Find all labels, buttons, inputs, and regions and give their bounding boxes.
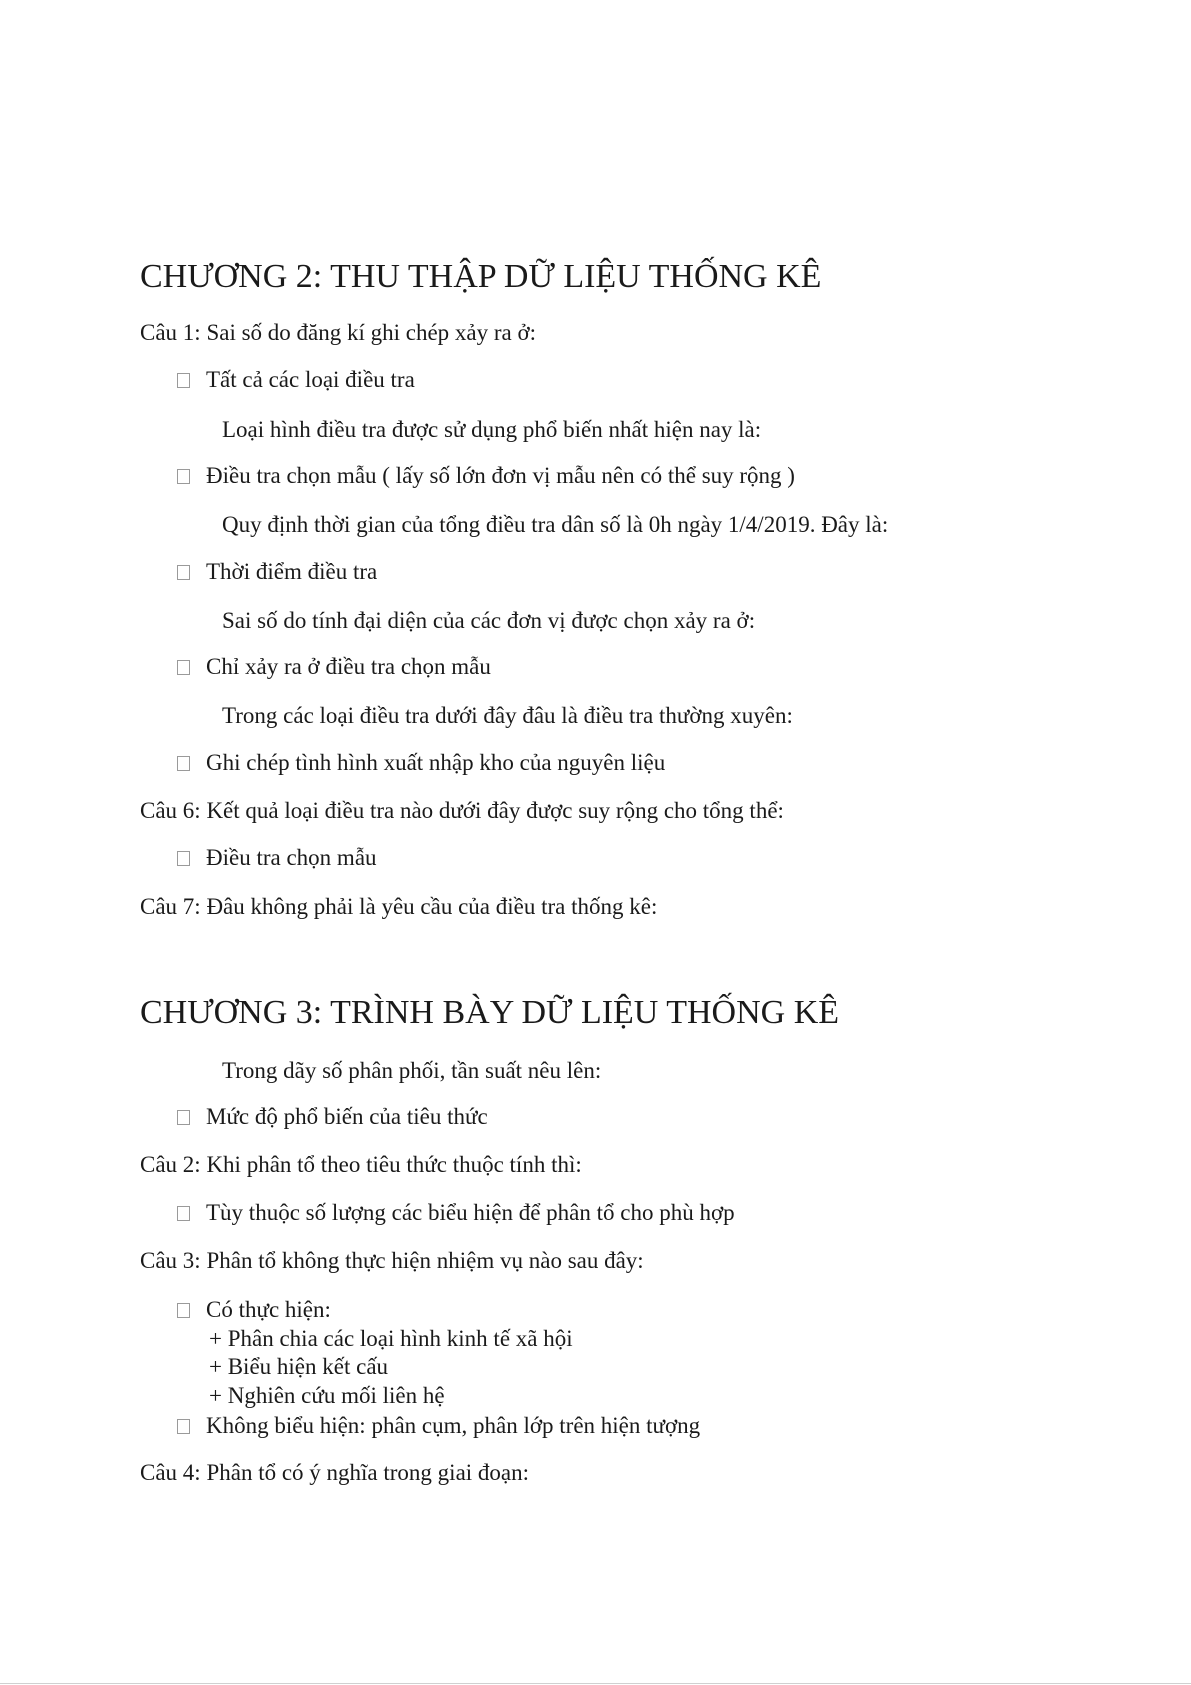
ch2-question-3: Quy định thời gian của tổng điều tra dân số là 0h ngày 1/4/2019. Đây là:: [222, 512, 889, 537]
ch3-answer-3b: Không biểu hiện: phân cụm, phân lớp trên hiện tượng: [177, 1413, 700, 1439]
ch2-question-6: Câu 6: Kết quả loại điều tra nào dưới đây được suy rộng cho tổng thể:: [140, 798, 784, 823]
ch2-answer-1: Tất cả các loại điều tra: [177, 367, 415, 393]
ch2-question-2: Loại hình điều tra được sử dụng phổ biến nhất hiện nay là:: [222, 417, 762, 442]
ch2-answer-6: Điều tra chọn mẫu: [177, 845, 377, 871]
ch3-answer-3a-item: + Biểu hiện kết cấu: [209, 1354, 389, 1379]
checkbox-icon: [177, 1206, 190, 1221]
ch2-answer-5: Ghi chép tình hình xuất nhập kho của nguyên liệu: [177, 750, 665, 776]
checkbox-icon: [177, 1303, 190, 1318]
ch2-question-7: Câu 7: Đâu không phải là yêu cầu của điều tra thống kê:: [140, 894, 658, 919]
ch3-question-1: Trong dãy số phân phối, tần suất nêu lên:: [222, 1058, 602, 1083]
ch2-question-5: Trong các loại điều tra dưới đây đâu là điều tra thường xuyên:: [222, 703, 793, 728]
ch3-answer-3a: Có thực hiện:: [177, 1297, 331, 1323]
chapter-2-heading: CHƯƠNG 2: THU THẬP DỮ LIỆU THỐNG KÊ: [140, 258, 822, 295]
ch2-answer-2: Điều tra chọn mẫu ( lấy số lớn đơn vị mẫu nên có thể suy rộng ): [177, 463, 795, 489]
ch3-question-2: Câu 2: Khi phân tổ theo tiêu thức thuộc tính thì:: [140, 1152, 582, 1177]
checkbox-icon: [177, 660, 190, 675]
ch3-answer-1: Mức độ phổ biến của tiêu thức: [177, 1104, 488, 1130]
checkbox-icon: [177, 469, 190, 484]
ch3-answer-3a-item: + Phân chia các loại hình kinh tế xã hội: [209, 1326, 573, 1351]
ch2-question-4: Sai số do tính đại diện của các đơn vị được chọn xảy ra ở:: [222, 608, 756, 633]
checkbox-icon: [177, 851, 190, 866]
checkbox-icon: [177, 565, 190, 580]
ch3-answer-2: Tùy thuộc số lượng các biểu hiện để phân tổ cho phù hợp: [177, 1200, 735, 1226]
checkbox-icon: [177, 373, 190, 388]
ch3-question-4: Câu 4: Phân tổ có ý nghĩa trong giai đoạn:: [140, 1460, 530, 1485]
ch3-question-3: Câu 3: Phân tổ không thực hiện nhiệm vụ nào sau đây:: [140, 1248, 644, 1273]
checkbox-icon: [177, 1110, 190, 1125]
ch3-answer-3a-item: + Nghiên cứu mối liên hệ: [209, 1383, 445, 1408]
ch2-answer-4: Chỉ xảy ra ở điều tra chọn mẫu: [177, 654, 491, 680]
page-bottom-divider: [0, 1683, 1191, 1684]
checkbox-icon: [177, 756, 190, 771]
ch2-answer-3: Thời điểm điều tra: [177, 559, 377, 585]
checkbox-icon: [177, 1419, 190, 1434]
chapter-3-heading: CHƯƠNG 3: TRÌNH BÀY DỮ LIỆU THỐNG KÊ: [140, 994, 840, 1031]
ch2-question-1: Câu 1: Sai số do đăng kí ghi chép xảy ra ở:: [140, 320, 537, 345]
